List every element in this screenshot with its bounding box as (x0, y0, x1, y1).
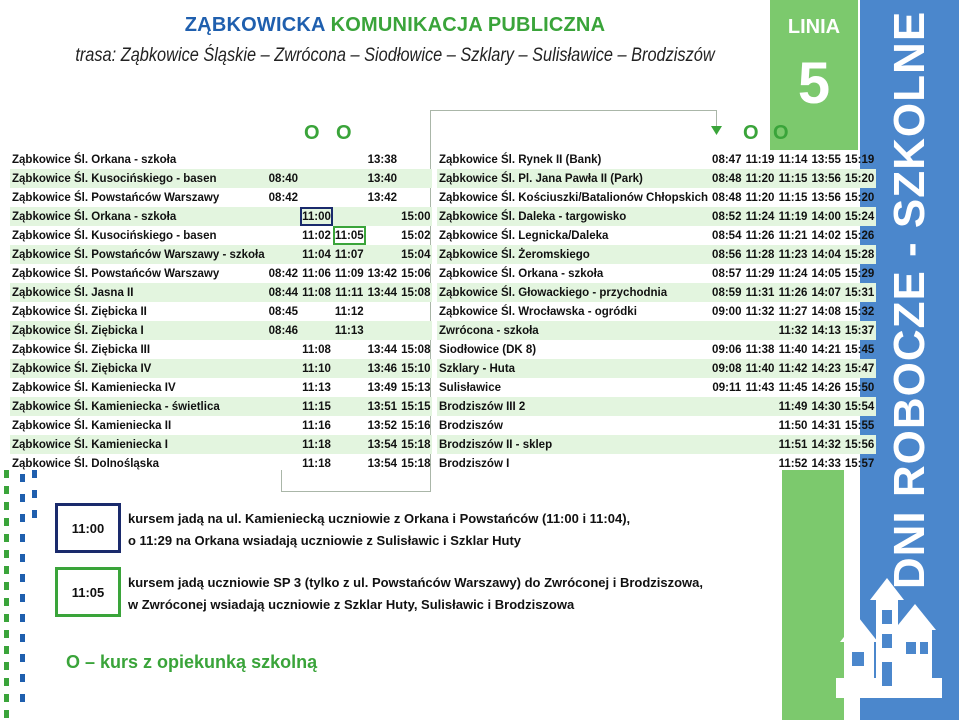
departure-time: 08:56 (710, 245, 743, 264)
departure-time: 11:16 (302, 419, 331, 432)
departure-time: 13:52 (367, 419, 398, 432)
departure-time: 14:04 (809, 245, 842, 264)
departure-time (743, 454, 776, 473)
stop-name: Ząbkowice Śl. Pl. Jana Pawła II (Park) (437, 169, 710, 188)
stop-name: Szklary - Huta (437, 359, 710, 378)
departure-time: 11:15 (300, 397, 333, 416)
timetable-row (437, 264, 876, 283)
departure-time (300, 169, 333, 188)
stop-name: Ząbkowice Śl. Legnicka/Daleka (439, 229, 609, 242)
timetable-row (10, 302, 432, 321)
departure-time: 11:14 (778, 153, 808, 166)
timetable-row (437, 454, 876, 473)
departure-time: 08:48 (712, 191, 742, 204)
departure-time: 11:28 (743, 245, 776, 264)
departure-time: 14:30 (809, 397, 842, 416)
departure-time: 13:40 (366, 169, 399, 188)
legend-text-2-line-2: w Zwróconej wsiadają uczniowie z Szklar Huty, Sulisławic i Brodziszowa (128, 597, 575, 612)
departure-time: 15:56 (843, 435, 876, 454)
timetable-row (437, 169, 876, 188)
departure-time (366, 321, 399, 340)
departure-time (300, 321, 333, 340)
departure-time (710, 321, 743, 340)
departure-time (399, 169, 432, 188)
departure-time: 15:20 (843, 169, 876, 188)
departure-time: 11:31 (743, 283, 776, 302)
line-number: 5 (797, 51, 831, 116)
departure-time: 14:26 (811, 381, 841, 394)
departure-time: 11:07 (333, 245, 366, 264)
departure-time: 15:18 (401, 457, 431, 470)
timetable-row (10, 207, 432, 226)
departure-time: 11:32 (776, 321, 809, 340)
timetable-row (10, 264, 432, 283)
departure-time: 15:16 (401, 419, 431, 432)
departure-time: 13:42 (367, 267, 398, 280)
departure-time: 13:54 (366, 435, 399, 454)
departure-time: 14:31 (811, 419, 841, 432)
departure-time (710, 454, 743, 473)
departure-time: 15:55 (844, 419, 875, 432)
departure-time: 08:42 (268, 267, 299, 280)
departure-time: 13:56 (811, 191, 841, 204)
departure-time: 15:45 (844, 343, 875, 356)
departure-time: 14:08 (811, 305, 841, 318)
departure-time: 11:49 (776, 397, 809, 416)
stop-name: Ząbkowice Śl. Głowackiego - przychodnia (437, 283, 710, 302)
title-part-2: KOMUNIKACJA PUBLICZNA (330, 14, 606, 36)
departure-time: 09:00 (712, 305, 742, 318)
departure-time: 11:19 (745, 153, 775, 166)
departure-time: 15:29 (844, 267, 875, 280)
departure-time: 11:15 (776, 169, 809, 188)
departure-time: 08:46 (267, 321, 300, 340)
departure-time (333, 397, 366, 416)
stop-name: Brodziszów II - sklep (437, 435, 710, 454)
timetable-row (10, 340, 432, 359)
departure-time: 15:47 (843, 359, 876, 378)
departure-time: 13:44 (367, 343, 398, 356)
departure-time (366, 207, 399, 226)
departure-time (267, 207, 300, 226)
timetable-row (437, 435, 876, 454)
departure-time (333, 435, 366, 454)
stop-name: Ząbkowice Śl. Powstańców Warszawy (12, 191, 220, 204)
departure-time: 14:00 (809, 207, 842, 226)
departure-time: 15:00 (399, 207, 432, 226)
timetable-row (10, 150, 432, 169)
departure-time: 15:10 (399, 359, 432, 378)
town-crest-logo (836, 578, 946, 706)
departure-time: 15:26 (844, 229, 875, 242)
departure-time: 13:55 (811, 153, 841, 166)
timetable-row (437, 416, 876, 435)
departure-time: 15:37 (843, 321, 876, 340)
departure-time (366, 245, 399, 264)
departure-time (333, 454, 366, 473)
departure-time: 09:06 (712, 343, 742, 356)
departure-time (333, 378, 366, 397)
departure-time (333, 340, 366, 359)
departure-time (333, 416, 366, 435)
departure-time (366, 302, 399, 321)
departure-time: 09:08 (710, 359, 743, 378)
departure-time: 08:48 (710, 169, 743, 188)
departure-time (710, 435, 743, 454)
departure-time: 14:13 (809, 321, 842, 340)
stop-name: Zwrócona - szkoła (437, 321, 710, 340)
departure-time (743, 435, 776, 454)
departure-time: 15:32 (844, 305, 875, 318)
departure-time: 08:40 (267, 169, 300, 188)
departure-time: 11:10 (300, 359, 333, 378)
timetable-row (10, 321, 432, 340)
departure-time: 11:24 (743, 207, 776, 226)
stop-name: Ząbkowice Śl. Żeromskiego (437, 245, 710, 264)
departure-time: 08:52 (710, 207, 743, 226)
stop-name: Ząbkowice Śl. Jasna II (10, 283, 267, 302)
departure-time: 15:18 (399, 435, 432, 454)
departure-time: 11:20 (743, 169, 776, 188)
legend-text-1 (128, 508, 630, 552)
stop-name: Ząbkowice Śl. Ziębicka II (12, 305, 147, 318)
departure-time: 11:13 (333, 321, 366, 340)
timetable-row (437, 321, 876, 340)
departure-time: 15:24 (843, 207, 876, 226)
departure-time: 11:08 (302, 343, 331, 356)
departure-time: 11:19 (776, 207, 809, 226)
arrow-down-icon (711, 126, 722, 135)
connector-line (430, 110, 717, 111)
departure-time (267, 435, 300, 454)
stop-name: Ząbkowice Śl. Kamieniecka I (10, 435, 267, 454)
departure-time: 13:56 (809, 169, 842, 188)
stop-name: Ząbkowice Śl. Kamieniecka II (12, 419, 172, 432)
departure-time: 08:44 (267, 283, 300, 302)
departure-time: 13:42 (367, 191, 398, 204)
departure-time (267, 340, 300, 359)
departure-time: 15:06 (401, 267, 431, 280)
stop-name: Ząbkowice Śl. Powstańców Warszawy (12, 267, 220, 280)
departure-time (267, 454, 300, 473)
stop-name: Ząbkowice Śl. Ziębicka III (12, 343, 151, 356)
stop-name: Brodziszów (439, 419, 503, 432)
departure-time: 08:54 (712, 229, 742, 242)
departure-time: 13:44 (366, 283, 399, 302)
departure-time: 11:05 (333, 226, 366, 245)
departure-time: 11:23 (776, 245, 809, 264)
escort-mark: O (304, 122, 320, 144)
departure-time: 14:23 (809, 359, 842, 378)
departure-time (267, 150, 300, 169)
timetable-row (437, 397, 876, 416)
legend-text-1-line-2: o 11:29 na Orkana wsiadają uczniowie z Sulisławic i Szklar Huty (128, 533, 522, 548)
departure-time: 11:11 (333, 283, 366, 302)
departure-time (743, 321, 776, 340)
departure-time: 14:32 (809, 435, 842, 454)
departure-time: 15:54 (843, 397, 876, 416)
stop-name: Ząbkowice Śl. Kościuszki/Batalionów Chłopskich (439, 191, 709, 204)
departure-time: 08:57 (712, 267, 742, 280)
stop-name: Ząbkowice Śl. Rynek II (Bank) (439, 153, 602, 166)
departure-time: 15:08 (399, 283, 432, 302)
legend-text-2 (128, 572, 703, 616)
stop-name: Siodłowice (DK 8) (439, 343, 537, 356)
departure-time: 11:43 (745, 381, 775, 394)
timetable-row (437, 378, 876, 397)
departure-time: 11:24 (778, 267, 808, 280)
departure-time: 15:13 (401, 381, 431, 394)
departure-time: 15:15 (399, 397, 432, 416)
timetable-row (10, 283, 432, 302)
stop-name: Ząbkowice Śl. Kamieniecka IV (12, 381, 176, 394)
departure-time: 11:32 (745, 305, 775, 318)
departure-time: 14:33 (811, 457, 841, 470)
departure-time: 13:51 (366, 397, 399, 416)
departure-time (333, 359, 366, 378)
departure-time: 11:29 (745, 267, 775, 280)
departure-time (333, 169, 366, 188)
route-description: trasa: Ząbkowice Śląskie – Zwrócona – Siodłowice – Szklary – Sulisławice – Brodziszów (75, 45, 715, 66)
departure-time: 11:09 (334, 267, 364, 280)
stop-name: Ząbkowice Śl. Daleka - targowisko (437, 207, 710, 226)
departure-time (267, 359, 300, 378)
departure-time: 11:27 (778, 305, 808, 318)
timetable-row (437, 359, 876, 378)
departure-time: 15:20 (844, 191, 875, 204)
dotted-decoration (0, 470, 40, 720)
green-stripe (782, 470, 844, 720)
departure-time (267, 378, 300, 397)
departure-time: 15:57 (844, 457, 875, 470)
departure-time (710, 416, 743, 435)
departure-time (267, 416, 300, 435)
departure-time (399, 302, 432, 321)
departure-time: 13:54 (367, 457, 398, 470)
departure-time: 11:52 (778, 457, 808, 470)
timetable-row (437, 226, 876, 245)
departure-time (399, 150, 432, 169)
departure-time: 11:18 (302, 457, 331, 470)
stop-name: Ząbkowice Śl. Orkana - szkoła (439, 267, 604, 280)
timetable-row (437, 340, 876, 359)
legend-navy-box: 11:00 (55, 503, 121, 553)
departure-time: 11:40 (778, 343, 808, 356)
timetable-row (437, 302, 876, 321)
timetable-row (10, 454, 432, 473)
stop-name: Ząbkowice Śl. Ziębicka IV (10, 359, 267, 378)
stop-name: Brodziszów III 2 (437, 397, 710, 416)
departure-time: 08:59 (710, 283, 743, 302)
departure-time (743, 397, 776, 416)
departure-time (333, 188, 366, 207)
departure-time: 11:13 (302, 381, 331, 394)
departure-time: 11:21 (778, 229, 808, 242)
departure-time: 11:06 (302, 267, 331, 280)
departure-time: 08:42 (268, 191, 299, 204)
stop-name: Ząbkowice Śl. Orkana - szkoła (12, 153, 177, 166)
escort-note: O – kurs z opiekunką szkolną (66, 652, 318, 672)
escort-mark: O (773, 122, 789, 144)
departure-time: 13:49 (367, 381, 398, 394)
departure-time: 08:45 (268, 305, 299, 318)
stop-name: Sulisławice (439, 381, 502, 394)
timetable-row (10, 378, 432, 397)
escort-mark: O (743, 122, 759, 144)
timetable-row (10, 435, 432, 454)
departure-time (710, 397, 743, 416)
departure-time: 11:38 (745, 343, 775, 356)
timetable-row (10, 416, 432, 435)
legend-green-box: 11:05 (55, 567, 121, 617)
departure-time: 15:08 (401, 343, 431, 356)
departure-time: 11:26 (745, 229, 775, 242)
stop-name: Ząbkowice Śl. Orkana - szkoła (10, 207, 267, 226)
departure-time: 15:04 (399, 245, 432, 264)
stop-name: Ząbkowice Śl. Kusocińskiego - basen (10, 169, 267, 188)
departure-time: 15:19 (844, 153, 875, 166)
line-label: LINIA (787, 16, 841, 38)
departure-time: 14:05 (811, 267, 841, 280)
stop-name: Ząbkowice Śl. Kusocińskiego - basen (12, 229, 217, 242)
page-title (0, 14, 790, 37)
departure-time (399, 321, 432, 340)
departure-time: 11:40 (743, 359, 776, 378)
timetable-row (437, 150, 876, 169)
departure-time: 13:46 (366, 359, 399, 378)
departure-time: 11:00 (300, 207, 333, 226)
departure-time: 13:38 (367, 153, 398, 166)
timetable-row (437, 245, 876, 264)
timetable-row (10, 188, 432, 207)
timetable-row (10, 226, 432, 245)
departure-time: 11:42 (776, 359, 809, 378)
timetable-left (10, 150, 432, 473)
timetable-row (437, 207, 876, 226)
legend-text-2-line-1: kursem jadą uczniowie SP 3 (tylko z ul. Powstańców Warszawy) do Zwróconej i Brodziszowa, (128, 575, 704, 590)
departure-time: 14:02 (811, 229, 841, 242)
stop-name: Brodziszów I (439, 457, 510, 470)
departure-time: 11:18 (300, 435, 333, 454)
departure-time: 11:02 (302, 229, 331, 242)
title-part-1: ZĄBKOWICKA (184, 14, 325, 36)
departure-time: 11:04 (300, 245, 333, 264)
stop-name: Ząbkowice Śl. Ziębicka I (10, 321, 267, 340)
departure-time: 15:02 (401, 229, 431, 242)
departure-time: 11:20 (745, 191, 775, 204)
timetable-row (10, 169, 432, 188)
departure-time: 11:15 (778, 191, 808, 204)
departure-time: 15:31 (843, 283, 876, 302)
departure-time (333, 150, 366, 169)
departure-time: 11:12 (334, 305, 364, 318)
stop-name: Ząbkowice Śl. Dolnośląska (12, 457, 159, 470)
timetable-row (10, 359, 432, 378)
stop-name: Ząbkowice Śl. Wrocławska - ogródki (439, 305, 637, 318)
departure-time (267, 397, 300, 416)
departure-time (267, 226, 300, 245)
legend-text-1-line-1: kursem jadą na ul. Kamieniecką uczniowie z Orkana i Powstańców (11:00 i 11:04), (128, 511, 631, 526)
departure-time: 11:26 (776, 283, 809, 302)
departure-time (333, 207, 366, 226)
stop-name: Ząbkowice Śl. Kamieniecka - świetlica (10, 397, 267, 416)
timetable-row (437, 283, 876, 302)
departure-time: 15:50 (844, 381, 875, 394)
departure-time: 14:07 (809, 283, 842, 302)
departure-time (300, 302, 333, 321)
day-type-label: DNI ROBOCZE - SZKOLNE (884, 10, 934, 590)
timetable-row (10, 397, 432, 416)
departure-time (267, 245, 300, 264)
connector-line (281, 470, 431, 492)
departure-time: 09:11 (712, 381, 742, 394)
departure-time: 11:50 (778, 419, 808, 432)
departure-time: 11:51 (776, 435, 809, 454)
departure-time: 08:47 (712, 153, 742, 166)
departure-time: 11:08 (300, 283, 333, 302)
departure-time (399, 188, 432, 207)
departure-time (300, 150, 333, 169)
departure-time (300, 188, 333, 207)
escort-mark: O (336, 122, 352, 144)
stop-name: Ząbkowice Śl. Powstańców Warszawy - szkoła (10, 245, 267, 264)
departure-time (366, 226, 399, 245)
departure-time: 14:21 (811, 343, 841, 356)
timetable-row (10, 245, 432, 264)
timetable-row (437, 188, 876, 207)
departure-time: 11:45 (778, 381, 808, 394)
departure-time (743, 416, 776, 435)
timetable-right (437, 150, 876, 473)
departure-time: 15:28 (843, 245, 876, 264)
